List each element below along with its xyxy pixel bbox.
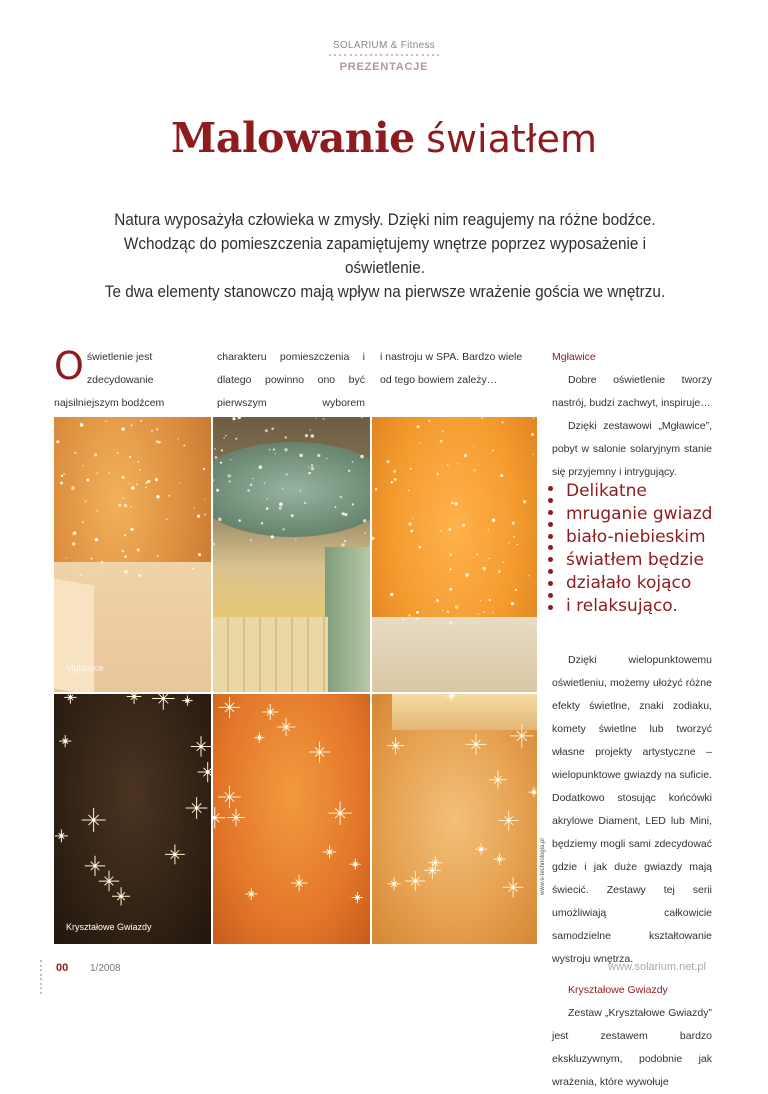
star-dot xyxy=(61,475,63,477)
star-dot xyxy=(498,570,501,573)
star-dot xyxy=(408,522,412,526)
star-dot xyxy=(80,423,84,427)
star-dot xyxy=(386,460,389,463)
star-dot xyxy=(311,464,313,466)
pullquote-line: i relaksująco. xyxy=(566,596,678,616)
crystal-stars xyxy=(213,694,370,944)
star-dot xyxy=(335,506,337,508)
paragraph: Dzięki wielopunktowemu oświetleniu, możemy ułożyć różne efekty świetlne, znaki zodiaku, komety świetlne lub tworzyć własne projekty artystyczne – wielopunktowe gwiazdy na suficie. Dodatkowo stosując końcówki akrylowe Diament, LED lub Mini, będziemy mogli sami zdecydować gdzie i jak duże gwiazdy mają świecić. Zestawy tej serii umożliwiają całkowicie samodzielne kształtowanie wystroju wnętrza. xyxy=(552,654,712,965)
star-dot xyxy=(455,502,458,505)
star-dot xyxy=(156,428,158,430)
star-dot xyxy=(447,464,449,466)
star-dot xyxy=(183,445,185,447)
star-dot xyxy=(476,554,478,556)
star-dot xyxy=(465,573,469,577)
header-dots xyxy=(329,54,439,58)
star-dot xyxy=(311,434,315,438)
crystal-star xyxy=(219,697,241,719)
star-dot xyxy=(304,502,306,504)
star-dot xyxy=(488,529,489,530)
star-dot xyxy=(326,458,327,459)
star-dot xyxy=(295,539,296,540)
star-dot xyxy=(416,611,419,614)
crystal-star xyxy=(445,694,457,702)
star-dot xyxy=(513,536,515,538)
photo-krysztalowe-2 xyxy=(213,694,370,944)
crystal-star xyxy=(424,862,441,879)
crystal-star xyxy=(254,733,264,743)
star-dot xyxy=(517,544,519,546)
crystal-star xyxy=(499,811,519,831)
star-dot xyxy=(60,482,63,485)
star-dot xyxy=(305,434,308,437)
star-dot xyxy=(440,530,442,532)
star-dot xyxy=(532,454,534,456)
star-dot xyxy=(363,519,367,523)
star-dot xyxy=(342,543,345,546)
star-dot xyxy=(315,417,316,418)
star-dot xyxy=(90,557,92,559)
star-dot xyxy=(352,503,354,505)
star-dot xyxy=(474,469,476,471)
crystal-star xyxy=(309,741,330,762)
star-dot xyxy=(84,500,86,502)
star-dot xyxy=(232,417,235,420)
fiber-optic-stars xyxy=(213,417,370,547)
star-dot xyxy=(86,479,89,482)
star-dot xyxy=(137,548,140,551)
star-dot xyxy=(515,589,517,591)
star-dot xyxy=(393,470,396,473)
pullquote-line: Delikatne xyxy=(566,481,647,501)
star-dot xyxy=(419,546,422,549)
star-dot xyxy=(323,418,325,420)
title-bold: Malowanie xyxy=(171,114,415,162)
star-dot xyxy=(489,558,490,559)
crystal-star xyxy=(262,704,278,720)
star-dot xyxy=(118,504,121,507)
star-dot xyxy=(215,456,218,459)
star-dot xyxy=(220,462,222,464)
star-dot xyxy=(95,538,98,541)
crystal-star xyxy=(85,856,105,876)
crystal-star xyxy=(182,695,192,705)
star-dot xyxy=(218,518,222,522)
star-dot xyxy=(360,455,363,458)
star-dot xyxy=(129,483,130,484)
lead-paragraph xyxy=(93,208,678,304)
pullquote-dots xyxy=(548,486,553,610)
star-dot xyxy=(82,521,84,523)
star-dot xyxy=(340,496,343,499)
page-number: 00 xyxy=(56,962,69,974)
star-dot xyxy=(375,488,378,491)
pullquote-line: światłem będzie xyxy=(566,550,704,570)
drop-cap: O xyxy=(54,344,84,388)
pullquote-line: mruganie gwiazd xyxy=(566,504,713,524)
star-dot xyxy=(146,482,148,484)
crystal-star xyxy=(405,871,425,891)
star-dot xyxy=(56,440,59,443)
star-dot xyxy=(194,507,195,508)
star-dot xyxy=(238,417,241,419)
star-dot xyxy=(455,605,459,609)
star-dot xyxy=(97,510,99,512)
star-dot xyxy=(390,593,393,596)
star-dot xyxy=(410,530,413,533)
crystal-star xyxy=(186,797,208,819)
star-dot xyxy=(449,554,452,557)
star-dot xyxy=(264,483,265,484)
crystal-stars xyxy=(54,694,211,944)
photo-caption-bottom: Kryształowe Gwiazdy xyxy=(66,922,152,932)
star-dot xyxy=(105,421,106,422)
crystal-star xyxy=(503,877,524,898)
star-dot xyxy=(124,534,126,536)
star-dot xyxy=(129,456,131,458)
star-dot xyxy=(450,588,453,591)
star-dot xyxy=(265,429,268,432)
star-dot xyxy=(124,555,127,558)
star-dot xyxy=(223,437,224,438)
star-dot xyxy=(532,623,534,625)
star-dot xyxy=(512,522,515,525)
star-dot xyxy=(74,452,76,454)
star-dot xyxy=(147,480,150,483)
star-dot xyxy=(372,537,374,540)
star-dot xyxy=(166,518,168,520)
star-dot xyxy=(203,468,205,470)
star-dot xyxy=(503,562,504,563)
star-dot xyxy=(124,570,128,574)
star-dot xyxy=(269,449,271,451)
star-dot xyxy=(204,514,206,516)
photo-pillar xyxy=(325,547,370,692)
star-dot xyxy=(364,532,366,534)
star-dot xyxy=(177,438,179,440)
photo-ceiling-mglawice-3 xyxy=(372,417,537,692)
star-dot xyxy=(448,528,451,531)
star-dot xyxy=(117,452,119,454)
pullquote xyxy=(566,480,716,618)
star-dot xyxy=(259,465,263,469)
star-dot xyxy=(74,531,77,534)
body-column-2: charakteru pomieszczenia i dlatego powinno ono być pierwszym wyborem xyxy=(217,351,365,409)
photo-ceiling-mglawice-1 xyxy=(54,417,211,692)
star-dot xyxy=(140,420,142,422)
crystal-star xyxy=(352,892,363,903)
crystal-star xyxy=(218,786,241,809)
crystal-stars xyxy=(372,694,537,944)
star-dot xyxy=(531,433,534,436)
star-dot xyxy=(157,555,159,557)
star-dot xyxy=(416,618,418,620)
star-dot xyxy=(131,486,134,489)
star-dot xyxy=(300,490,302,492)
crystal-star xyxy=(529,787,537,797)
fiber-optic-stars xyxy=(54,417,211,577)
star-dot xyxy=(480,600,482,602)
star-dot xyxy=(122,550,124,552)
star-dot xyxy=(311,467,314,470)
crystal-star xyxy=(165,845,185,865)
star-dot xyxy=(412,518,413,519)
star-dot xyxy=(436,599,439,602)
star-dot xyxy=(266,507,269,510)
star-dot xyxy=(394,478,397,481)
star-dot xyxy=(282,488,283,489)
body-text: świetlenie jest zdecydowanie najsilniejszym bodźcem xyxy=(54,351,165,409)
crystal-star xyxy=(350,859,361,870)
crystal-star xyxy=(152,694,174,710)
paragraph: Dobre oświetlenie tworzy nastrój, budzi zachwyt, inspiruje… xyxy=(552,374,712,409)
star-dot xyxy=(267,498,268,499)
star-dot xyxy=(229,480,231,482)
star-dot xyxy=(284,448,287,451)
star-dot xyxy=(478,614,479,615)
star-dot xyxy=(192,568,194,570)
section-label: PREZENTACJE xyxy=(339,61,429,73)
crystal-star xyxy=(64,694,76,704)
star-dot xyxy=(343,513,346,516)
paragraph: Zestaw „Kryształowe Gwiazdy” jest zestawem bardzo ekskluzywnym, podobnie jak wrażenia, które wywołuje xyxy=(552,1007,712,1088)
star-dot xyxy=(408,490,410,492)
footer-dots xyxy=(40,960,43,994)
photo-wall-corner xyxy=(54,578,94,692)
subheading-mglawice: Mgławice xyxy=(552,351,596,363)
pullquote-line: biało-niebieskim xyxy=(566,527,706,547)
star-dot xyxy=(197,515,200,518)
star-dot xyxy=(440,440,443,443)
star-dot xyxy=(500,474,503,477)
lead-line: Natura wyposażyła człowieka w zmysły. Dzięki nim reagujemy na różne bodźce. xyxy=(114,210,656,229)
star-dot xyxy=(429,420,431,422)
crystal-star xyxy=(112,887,130,905)
star-dot xyxy=(474,446,475,447)
crystal-star xyxy=(277,718,295,736)
star-dot xyxy=(80,422,81,423)
star-dot xyxy=(442,610,444,612)
star-dot xyxy=(238,519,241,522)
star-dot xyxy=(286,473,288,475)
star-dot xyxy=(138,574,141,577)
star-dot xyxy=(285,436,287,438)
photo-credit: www.e-technologia.pl xyxy=(540,838,546,895)
star-dot xyxy=(464,454,467,457)
star-dot xyxy=(63,473,65,475)
star-dot xyxy=(247,489,250,492)
photo-caption-top: Mgławice xyxy=(66,663,104,673)
star-dot xyxy=(225,435,227,437)
star-dot xyxy=(492,450,494,452)
star-dot xyxy=(121,427,125,431)
photo-krysztalowe-3 xyxy=(372,694,537,944)
star-dot xyxy=(402,618,404,620)
star-dot xyxy=(230,459,231,460)
star-dot xyxy=(446,610,449,613)
fiber-optic-stars xyxy=(372,417,537,627)
star-dot xyxy=(462,524,465,527)
body-column-3: i nastroju w SPA. Bardzo wiele od tego bowiem zależy… xyxy=(380,351,523,386)
star-dot xyxy=(489,599,491,601)
crystal-star xyxy=(489,771,507,789)
star-dot xyxy=(109,472,110,473)
star-dot xyxy=(348,470,350,472)
star-dot xyxy=(308,472,310,474)
star-dot xyxy=(94,453,97,456)
star-dot xyxy=(492,519,496,523)
lead-line: Wchodząc do pomieszczenia zapamiętujemy wnętrze poprzez wyposażenie i oświetlenie. xyxy=(123,234,647,277)
star-dot xyxy=(528,575,529,576)
star-dot xyxy=(216,489,219,492)
photo-ceiling-mglawice-2 xyxy=(213,417,370,692)
star-dot xyxy=(410,468,412,470)
crystal-star xyxy=(510,724,533,747)
star-dot xyxy=(271,428,274,431)
star-dot xyxy=(308,466,309,467)
star-dot xyxy=(259,546,260,547)
star-dot xyxy=(449,621,453,625)
crystal-star xyxy=(466,734,487,755)
crystal-star xyxy=(213,807,226,828)
star-dot xyxy=(156,495,160,499)
star-dot xyxy=(95,569,96,570)
star-dot xyxy=(417,425,420,428)
lead-line: Te dwa elementy stanowczo mają wpływ na pierwsze wrażenie gościa we wnętrzu. xyxy=(104,282,666,301)
star-dot xyxy=(361,417,363,418)
star-dot xyxy=(344,540,346,542)
star-dot xyxy=(179,482,180,483)
star-dot xyxy=(509,543,510,544)
star-dot xyxy=(83,465,84,466)
star-dot xyxy=(151,430,153,432)
star-dot xyxy=(213,543,215,546)
photo-glass-tiles xyxy=(213,617,328,692)
star-dot xyxy=(352,461,354,463)
star-dot xyxy=(213,479,214,481)
star-dot xyxy=(523,500,526,503)
magazine-name: SOLARIUM & Fitness xyxy=(332,40,436,51)
crystal-star xyxy=(328,801,351,825)
star-dot xyxy=(65,557,66,558)
star-dot xyxy=(235,438,237,440)
photo-wall xyxy=(372,617,537,692)
star-dot xyxy=(250,484,253,487)
crystal-star xyxy=(291,875,308,892)
crystal-star xyxy=(245,888,257,900)
star-dot xyxy=(156,440,159,443)
star-dot xyxy=(317,454,320,457)
star-dot xyxy=(420,442,422,444)
title-light: światłem xyxy=(426,117,597,161)
crystal-star xyxy=(99,871,120,892)
star-dot xyxy=(291,514,294,517)
star-dot xyxy=(130,506,132,508)
star-dot xyxy=(457,463,458,464)
star-dot xyxy=(123,497,124,498)
star-dot xyxy=(282,528,284,530)
star-dot xyxy=(408,614,410,616)
star-dot xyxy=(299,454,302,457)
body-column-4 xyxy=(552,346,712,1094)
star-dot xyxy=(533,417,534,418)
crystal-star xyxy=(494,853,506,865)
star-dot xyxy=(145,487,146,488)
star-dot xyxy=(221,449,223,451)
star-dot xyxy=(122,476,125,479)
star-dot xyxy=(168,495,170,497)
crystal-star xyxy=(191,736,211,757)
crystal-star xyxy=(198,762,211,782)
star-dot xyxy=(131,528,134,531)
star-dot xyxy=(71,486,75,490)
star-dot xyxy=(131,424,133,426)
crystal-star xyxy=(227,809,245,827)
crystal-star xyxy=(55,829,68,842)
star-dot xyxy=(279,507,282,510)
star-dot xyxy=(80,574,82,576)
star-dot xyxy=(228,474,231,477)
star-dot xyxy=(483,611,485,613)
crystal-star xyxy=(82,808,106,832)
star-dot xyxy=(493,612,494,613)
star-dot xyxy=(198,553,201,556)
crystal-star xyxy=(59,735,71,747)
crystal-star xyxy=(475,844,487,856)
star-dot xyxy=(204,499,205,500)
star-dot xyxy=(271,535,274,538)
star-dot xyxy=(482,417,484,419)
photo-krysztalowe-1 xyxy=(54,694,211,944)
star-dot xyxy=(124,504,128,508)
star-dot xyxy=(96,472,98,474)
star-dot xyxy=(250,539,252,541)
paragraph: Dzięki zestawowi „Mgławice”, pobyt w salonie solaryjnym stanie się przyjemny i intrygujący. xyxy=(552,420,712,478)
website-url: www.solarium.net.pl xyxy=(608,961,706,973)
crystal-star xyxy=(127,694,142,704)
subheading-krysztalowe: Kryształowe Gwiazdy xyxy=(568,984,668,996)
star-dot xyxy=(273,449,275,451)
star-dot xyxy=(450,568,452,570)
crystal-star xyxy=(387,877,400,890)
star-dot xyxy=(139,469,141,471)
star-dot xyxy=(261,522,263,524)
star-dot xyxy=(252,478,253,479)
star-dot xyxy=(137,461,139,463)
crystal-star xyxy=(323,845,336,858)
star-dot xyxy=(214,448,216,450)
star-dot xyxy=(155,478,158,481)
star-dot xyxy=(72,542,76,546)
star-dot xyxy=(391,481,393,483)
issue-number: 1/2008 xyxy=(90,963,121,974)
star-dot xyxy=(451,502,453,504)
star-dot xyxy=(436,473,439,476)
star-dot xyxy=(275,453,276,454)
star-dot xyxy=(511,602,514,605)
star-dot xyxy=(279,502,283,506)
crystal-star xyxy=(387,737,404,754)
star-dot xyxy=(136,484,138,486)
star-dot xyxy=(482,567,486,571)
article-title xyxy=(0,113,768,164)
pullquote-line: działało kojąco xyxy=(566,573,692,593)
star-dot xyxy=(101,561,104,564)
star-dot xyxy=(310,429,311,430)
star-dot xyxy=(501,421,503,423)
star-dot xyxy=(442,430,443,431)
